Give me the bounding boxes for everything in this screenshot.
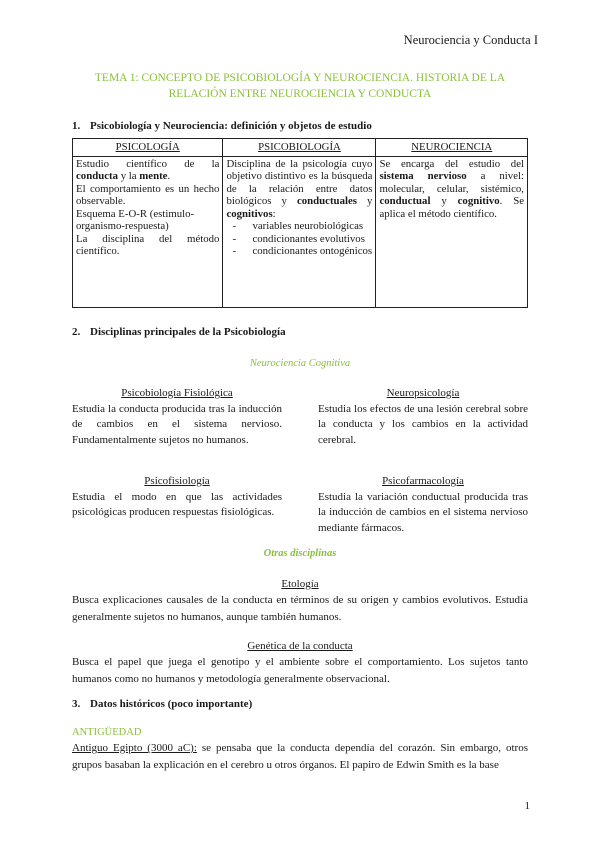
page-number: 1 — [524, 800, 530, 812]
discipline-block-psicobiologia-fisiologica — [72, 386, 282, 448]
psicobiologia-list — [226, 220, 372, 258]
discipline-block-neuropsicologia — [318, 386, 528, 448]
discipline-title: Neuropsicología — [386, 387, 460, 399]
section-1-heading — [72, 120, 372, 132]
otras-disciplinas-heading: Otras disciplinas — [263, 548, 337, 559]
discipline-title: Psicobiología Fisiológica — [121, 387, 233, 399]
table-header-psicobiologia: PSICOBIOLOGÍA — [223, 139, 376, 157]
psicobiologia-definition: Disciplina de la psicología cuyo objetivo distintivo es la búsqueda de la relación entre datos biológicos y conductuales y cognitivos: — [226, 157, 373, 220]
genetica-body: Busca el papel que juega el genotipo y el ambiente sobre el comportamiento. Los sujetos tanto humanos como no humanos y metodología generalmente observacional. — [72, 656, 528, 685]
list-item: - condicionantes ontogénicos — [226, 245, 372, 258]
discipline-body: Estudia los efectos de una lesión cerebral sobre la conducta y los cambios en la actividad cerebral. — [318, 402, 528, 446]
list-item: - condicionantes evolutivos — [226, 233, 372, 246]
etologia-body: Busca explicaciones causales de la conducta en términos de su origen y cambios evolutivos. Estudia generalmente sujetos no humanos, aunque también humanos. — [72, 594, 528, 623]
antiguedad-paragraph — [72, 740, 528, 773]
section-2-number: 2. — [72, 326, 81, 338]
antiguedad-label: ANTIGÜEDAD — [72, 727, 142, 738]
section-2-title: Disciplinas principales de la Psicobiología — [90, 326, 286, 338]
section-3-heading — [72, 698, 253, 710]
discipline-body: Estudia el modo en que las actividades psicológicas producen respuestas fisiológicas. — [72, 490, 282, 518]
chapter-title — [70, 70, 530, 102]
psicologia-p3: Esquema E-O-R (estimulo-organismo-respuesta) — [76, 207, 195, 232]
table-header-row — [73, 139, 528, 157]
psicologia-p4: La disciplina del método científico. — [76, 232, 220, 257]
table-row — [73, 156, 528, 307]
table-header-psicologia: PSICOLOGÍA — [73, 139, 223, 157]
list-item: - variables neurobiológicas — [226, 220, 372, 233]
genetica-title: Genética de la conducta — [247, 640, 353, 652]
discipline-body: Estudia la conducta producida tras la inducción de cambios en el sistema nervioso. Fundamentalmente sujetos no humanos. — [72, 402, 282, 446]
section-3-title: Datos históricos (poco importante) — [90, 698, 253, 710]
section-2-heading — [72, 326, 286, 338]
antiguo-egipto-lead: Antiguo Egipto (3000 aC): — [72, 742, 197, 754]
discipline-title: Psicofisiología — [144, 475, 210, 487]
section-1-title: Psicobiología y Neurociencia: definición y objetos de estudio — [90, 120, 372, 132]
discipline-body: Estudia la variación conductual producida tras la inducción de cambios en el sistema nervioso mediante fármacos. — [318, 490, 528, 534]
etologia-title: Etología — [281, 578, 319, 590]
section-3-number: 3. — [72, 698, 81, 710]
cell-neurociencia — [376, 156, 528, 307]
chapter-title-line-2: RELACIÓN ENTRE NEUROCIENCIA Y CONDUCTA — [168, 88, 432, 100]
neurociencia-definition: Se encarga del estudio del sistema nervioso a nivel: molecular, celular, sistémico, conductual y cognitivo. Se aplica el método científico. — [379, 157, 525, 220]
discipline-title: Psicofarmacología — [382, 475, 464, 487]
running-header: Neurociencia y Conducta I — [403, 33, 538, 47]
neurociencia-cognitiva-heading: Neurociencia Cognitiva — [249, 358, 351, 369]
cell-psicobiologia — [223, 156, 376, 307]
section-1-number: 1. — [72, 120, 81, 132]
cell-psicologia — [73, 156, 223, 307]
chapter-title-line-1: TEMA 1: CONCEPTO DE PSICOBIOLOGÍA Y NEUROCIENCIA. HISTORIA DE LA — [94, 72, 506, 84]
antiguedad-text: se pensaba que la conducta dependía del corazón. Sin embargo, otros grupos basaban la explicación en el cerebro u otros órganos. El papiro de Edwin Smith es la base — [72, 742, 528, 771]
discipline-block-psicofisiologia — [72, 474, 282, 521]
psicologia-definition: Estudio científico de la conducta y la mente. — [76, 157, 220, 182]
comparison-table — [72, 138, 528, 308]
table-header-neurociencia: NEUROCIENCIA — [376, 139, 528, 157]
discipline-block-psicofarmacologia — [318, 474, 528, 536]
psicologia-p2: El comportamiento es un hecho observable. — [76, 182, 220, 207]
